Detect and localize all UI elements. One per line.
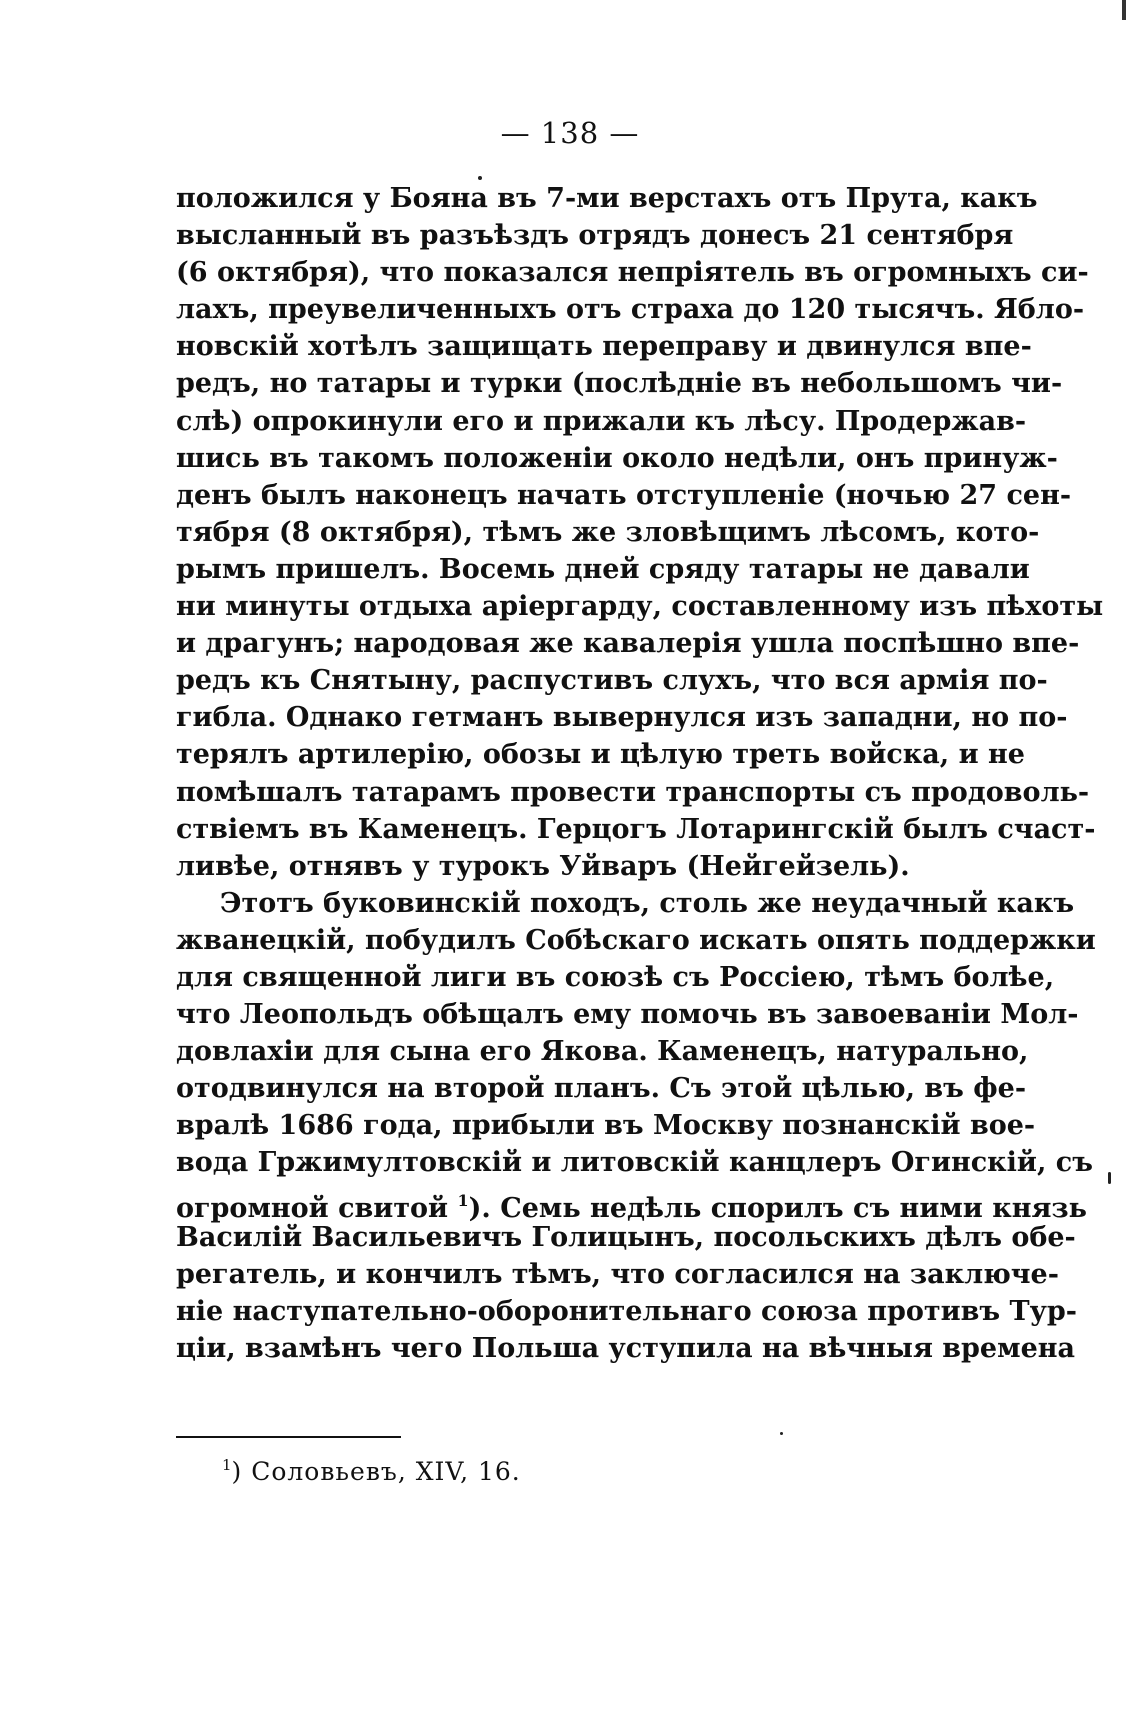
- text-line: вралѣ 1686 года, прибыли въ Москву познанскій вое-: [176, 1110, 1036, 1142]
- paragraph-start-line: Этотъ буковинскій походъ, столь же неудачный какъ: [220, 887, 1075, 919]
- text-line: гибла. Однако гетманъ вывернулся изъ западни, но по-: [176, 702, 1068, 734]
- text-line: регатель, и кончилъ тѣмъ, что согласился на заключе-: [176, 1258, 1059, 1290]
- text-line: терялъ артилерію, обозы и цѣлую треть войска, и не: [176, 739, 1025, 771]
- text-line: Василій Васильевичъ Голицынъ, посольскихъ дѣлъ обе-: [176, 1221, 1076, 1253]
- text-line: лахъ, преувеличенныхъ отъ страха до 120 тысячъ. Ябло-: [176, 294, 1085, 326]
- text-line: ствіемъ въ Каменецъ. Герцогъ Лотарингскій былъ счаст-: [176, 813, 1096, 845]
- text-line: отодвинулся на второй планъ. Съ этой цѣлью, въ фе-: [176, 1073, 1027, 1105]
- text-line: рымъ пришелъ. Восемь дней сряду татары не давали: [176, 553, 1030, 585]
- text-line: шись въ такомъ положеніи около недѣли, онъ принуж-: [176, 442, 1058, 474]
- page-number: — 138 —: [500, 116, 640, 150]
- text-line: ціи, взамѣнъ чего Польша уступила на вѣчныя времена: [176, 1332, 1076, 1364]
- text-line: денъ былъ наконецъ начать отступленіе (ночью 27 сен-: [176, 479, 1072, 511]
- text-line: редъ къ Снятыну, распустивъ слухъ, что вся армія по-: [176, 665, 1048, 697]
- text-line: жванецкій, побудилъ Собѣскаго искать опять поддержки: [176, 924, 1096, 956]
- text-line: высланный въ разъѣздъ отрядъ донесъ 21 сентября: [176, 220, 1014, 252]
- print-speck: [478, 176, 482, 180]
- text-line: вода Гржимултовскій и литовскій канцлеръ Огинскій, съ: [176, 1147, 1093, 1179]
- text-line: ливѣе, отнявъ у турокъ Уйваръ (Нейгейзель).: [176, 850, 910, 882]
- text-line: что Леопольдъ обѣщалъ ему помочь въ завоеваніи Мол-: [176, 999, 1079, 1031]
- footnote-mark: 1: [222, 1456, 232, 1474]
- text-line: (6 октября), что показался непріятель въ огромныхъ си-: [176, 257, 1089, 289]
- footnote-ref: 1: [457, 1190, 469, 1210]
- text-line: для священной лиги въ союзѣ съ Россіею, тѣмъ болѣе,: [176, 961, 1055, 993]
- footnote: [222, 1456, 521, 1486]
- print-speck: [1108, 1172, 1111, 1184]
- text-after-ref: ). Семь недѣль спорилъ съ ними князь: [468, 1192, 1087, 1224]
- text-line: слѣ) опрокинули его и прижали къ лѣсу. Продержав-: [176, 405, 1027, 437]
- text-line-with-footnote-ref: [176, 1182, 1087, 1224]
- text-before-ref: огромной свитой: [176, 1192, 449, 1224]
- text-line: помѣшалъ татарамъ провести транспорты съ продоволь-: [176, 776, 1090, 808]
- text-line: тября (8 октября), тѣмъ же зловѣщимъ лѣсомъ, кото-: [176, 516, 1040, 548]
- text-line: положился у Бояна въ 7-ми верстахъ отъ Прута, какъ: [176, 183, 1038, 214]
- text-line: редъ, но татары и турки (послѣдніе въ небольшомъ чи-: [176, 368, 1063, 400]
- text-line: довлахіи для сына его Якова. Каменецъ, натурально,: [176, 1036, 1029, 1068]
- text-line: ніе наступательно-оборонительнаго союза противъ Тур-: [176, 1295, 1077, 1327]
- text-line: ни минуты отдыха аріергарду, составленному изъ пѣхоты: [176, 591, 1104, 623]
- text-line: новскій хотѣлъ защищать переправу и двинулся впе-: [176, 331, 1032, 363]
- footnote-divider: [176, 1436, 401, 1438]
- print-speck: [780, 1432, 783, 1435]
- text-line: и драгунъ; народовая же кавалерія ушла поспѣшно впе-: [176, 628, 1080, 660]
- body-text: [176, 180, 1104, 1367]
- footnote-text: ) Соловьевъ, XIV, 16.: [231, 1457, 521, 1486]
- page-edge-mark: [1122, 0, 1126, 20]
